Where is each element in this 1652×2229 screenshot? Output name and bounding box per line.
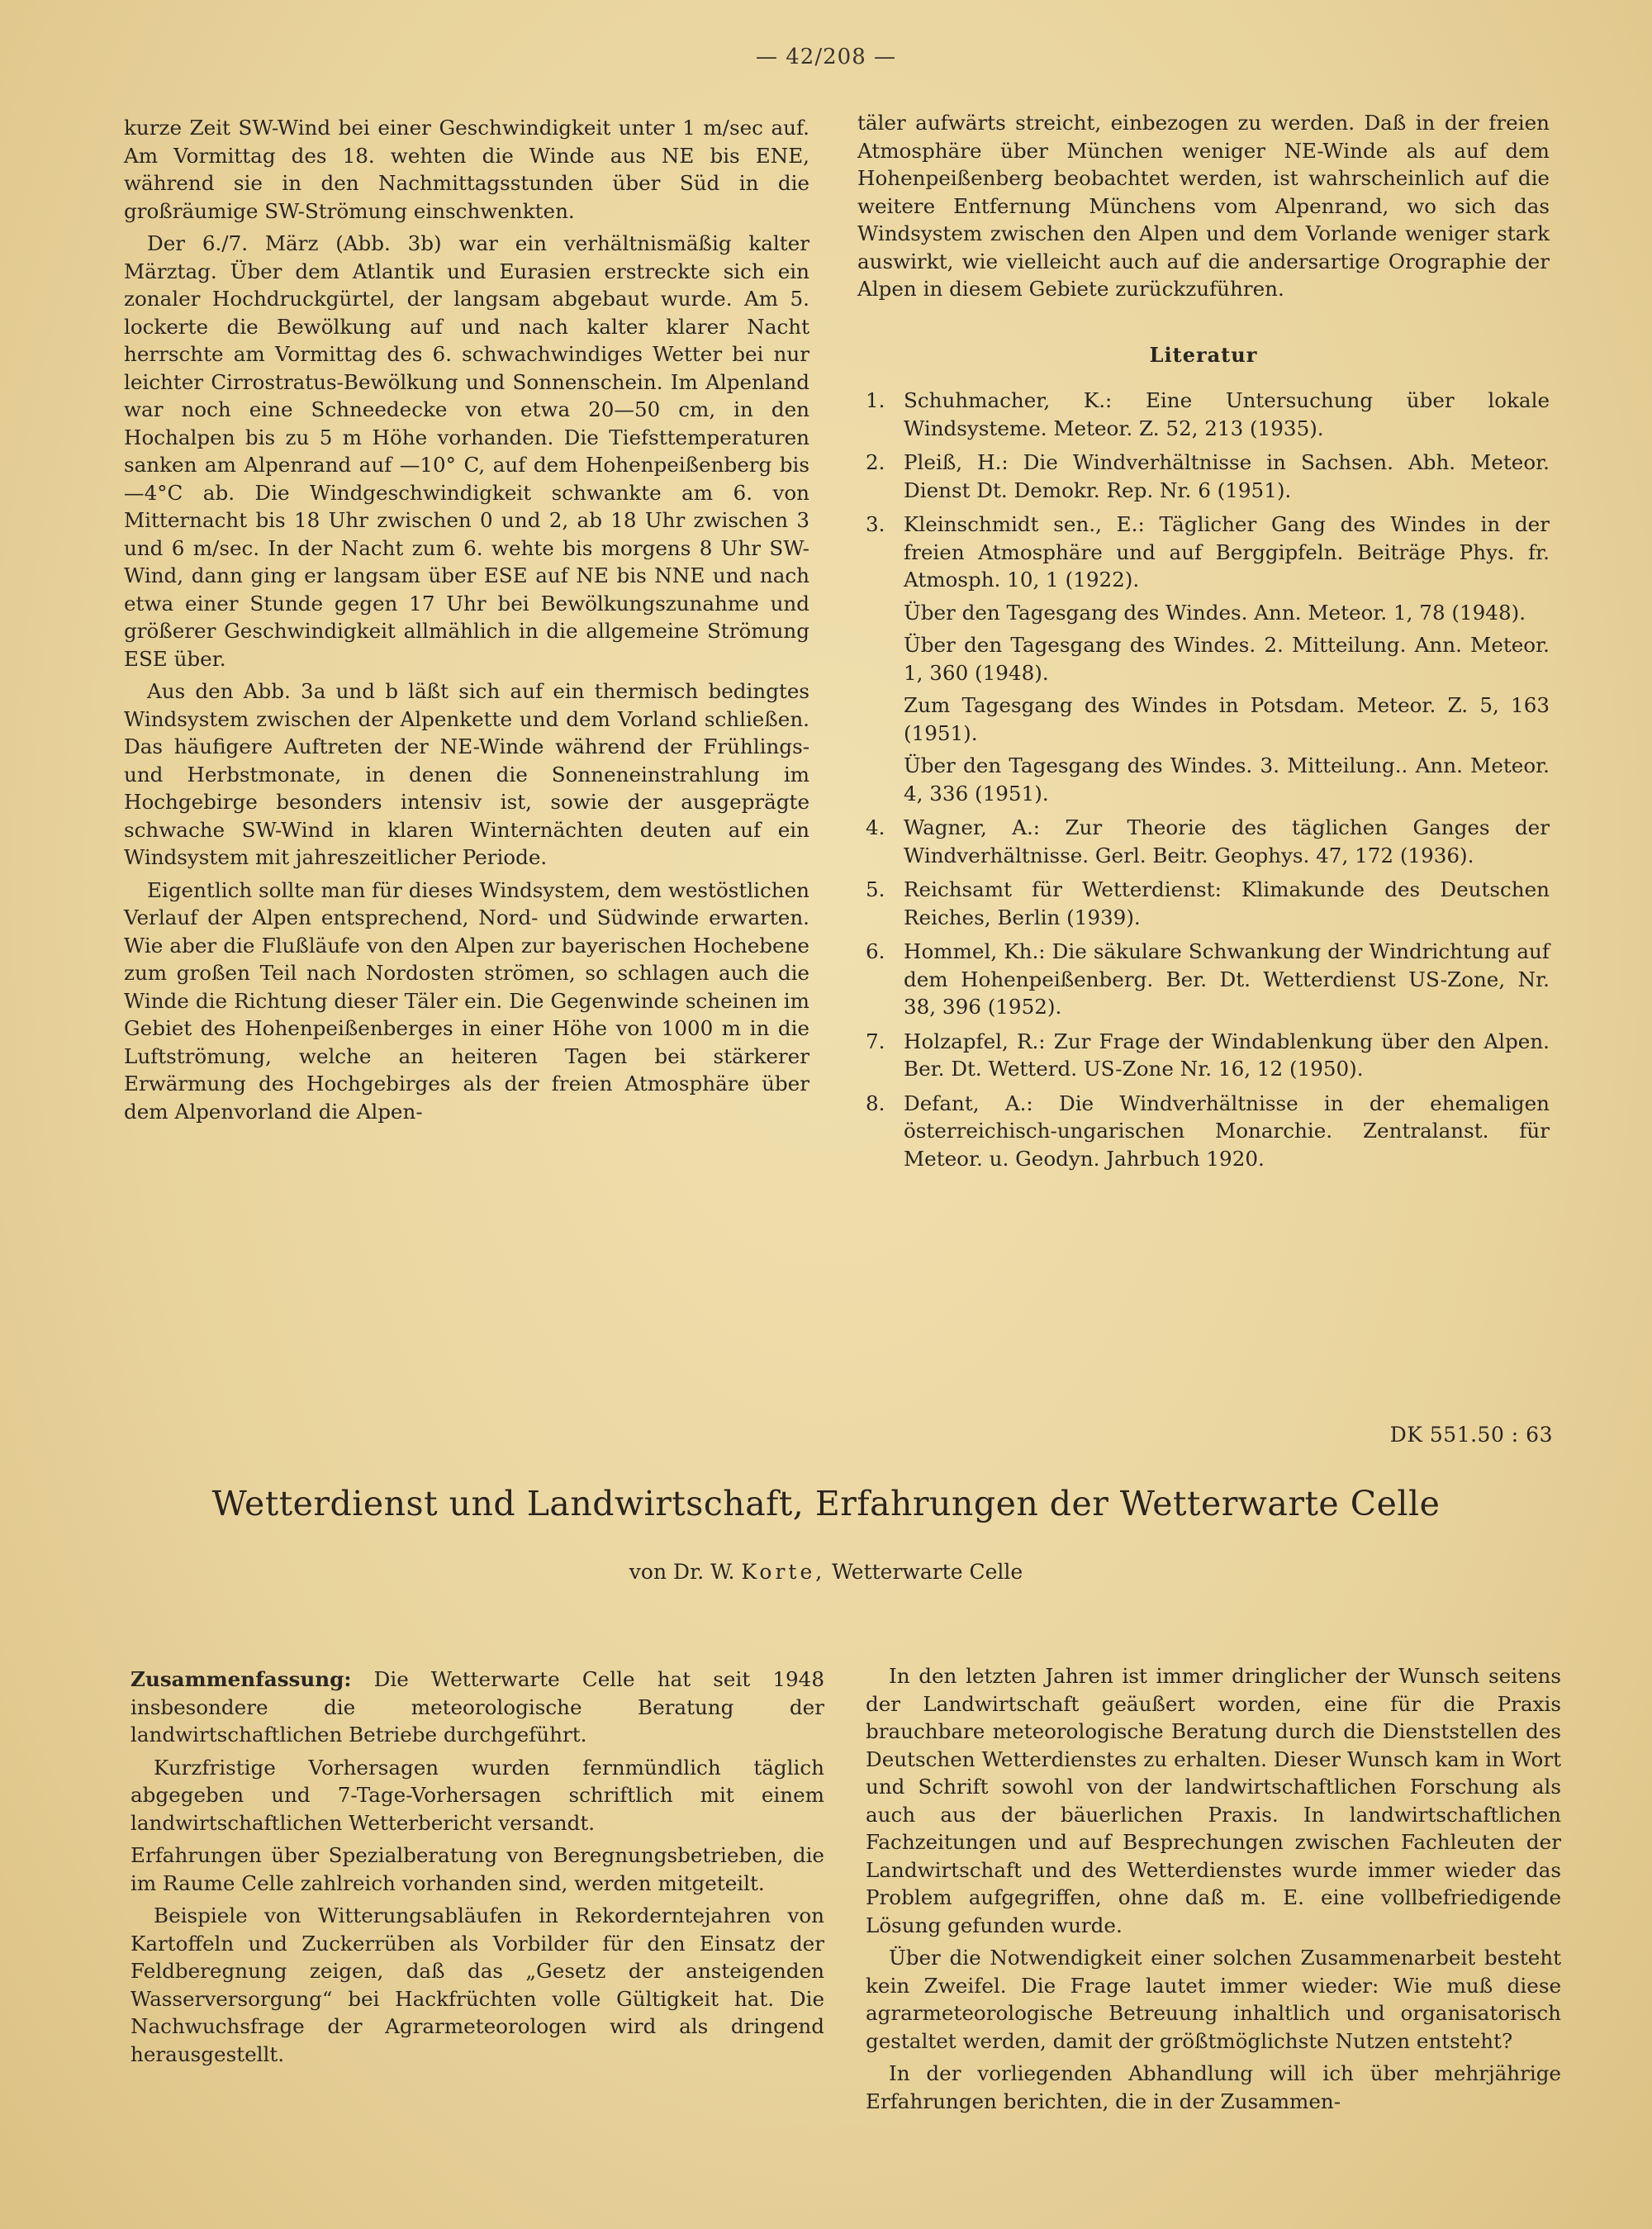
paragraph: In der vorliegenden Abhandlung will ich über mehrjährige Erfahrungen berichten, die in der Zusammen- — [866, 2061, 1561, 2113]
reference-number: 7. — [866, 1029, 885, 1053]
summary-paragraph — [131, 1666, 824, 1749]
byline-prefix: von Dr. W. — [629, 1560, 735, 1584]
reference-text: Pleiß, H.: Die Windverhältnisse in Sachsen. Abh. Meteor. Dienst Dt. Demokr. Rep. Nr. 6 (1951). — [904, 450, 1550, 502]
reference-item — [857, 1090, 1550, 1173]
article-title: Wetterdienst und Landwirtschaft, Erfahrungen der Wetterwarte Celle — [211, 1484, 1441, 1523]
reference-number: 8. — [866, 1091, 885, 1115]
reference-number: 1. — [866, 388, 885, 412]
summary-column — [131, 1666, 824, 2068]
paragraph: In den letzten Jahren ist immer dringlicher der Wunsch seitens der Landwirtschaft geäußert worden, eine für die Praxis brauchbare meteorologische Beratung durch die Dienststellen des Deutschen Wetterdienstes zu erhalten. Dieser Wunsch kam in Wort und Schrift sowohl von der landwirtschaftlichen Forschung als auch aus der bäuerlichen Praxis. In landwirtschaftlichen Fachzeitungen und auf Besprechungen zwischen Fachleuten der Landwirtschaft und des Wetterdienstes wurde immer wieder das Problem aufgegriffen, ohne daß m. E. eine vollbefriedigende Lösung gefunden wurde. — [866, 1664, 1561, 1937]
reference-item — [857, 511, 1550, 807]
paragraph: Erfahrungen über Spezialberatung von Beregnungsbetrieben, die im Raume Celle zahlreich vorhanden sind, werden mitgeteilt. — [131, 1843, 824, 1895]
paragraph: Kurzfristige Vorhersagen wurden fernmündlich täglich abgegeben und 7-Tage-Vorhersagen schriftlich mit einem landwirtschaftlichen Wetterbericht versandt. — [131, 1755, 824, 1835]
reference-number: 6. — [866, 939, 885, 963]
reference-number: 3. — [866, 512, 885, 536]
reference-list — [857, 387, 1550, 1172]
reference-item — [857, 814, 1550, 869]
reference-text: Reichsamt für Wetterdienst: Klimakunde des Deutschen Reiches, Berlin (1939). — [904, 877, 1550, 929]
right-column-continued-article — [857, 109, 1550, 1179]
paragraph: Aus den Abb. 3a und b läßt sich auf ein thermisch bedingtes Windsystem zwischen der Alpenkette und dem Vorland schließen. Das häufigere Auftreten der NE-Winde während der Frühlings- und Herbstmonate, in denen die Sonneneinstrahlung im Hochgebirge besonders intensiv ist, sowie der ausgeprägte schwache SW-Wind in klaren Winternächten deuten auf ein Windsystem mit jahreszeitlicher Periode. — [124, 679, 809, 869]
left-column-continued-article — [124, 114, 809, 1125]
reference-number: 4. — [866, 815, 885, 839]
reference-text: Über den Tagesgang des Windes. 3. Mitteilung.. Ann. Meteor. 4, 336 (1951). — [904, 753, 1550, 806]
reference-item — [857, 449, 1550, 504]
author-surname: Korte, — [741, 1560, 826, 1584]
dk-classification: DK 551.50 : 63 — [1389, 1423, 1553, 1447]
reference-text: Wagner, A.: Zur Theorie des täglichen Ganges der Windverhältnisse. Gerl. Beitr. Geophys. 47, 172 (1936). — [904, 815, 1550, 867]
literature-heading: Literatur — [1149, 342, 1258, 367]
byline — [0, 1560, 1652, 1584]
reference-text: Über den Tagesgang des Windes. Ann. Meteor. 1, 78 (1948). — [904, 600, 1526, 625]
reference-text: Holzapfel, R.: Zur Frage der Windablenkung über den Alpen. Ber. Dt. Wetterd. US-Zone Nr. 16, 12 (1950). — [904, 1029, 1550, 1081]
reference-text: Defant, A.: Die Windverhältnisse in der ehemaligen österreichisch-ungarischen Monarchie. Zentralanst. für Meteor. u. Geodyn. Jahrbuch 1920. — [904, 1091, 1550, 1171]
paragraph: Der 6./7. März (Abb. 3b) war ein verhältnismäßig kalter Märztag. Über dem Atlantik und Eurasien erstreckte sich ein zonaler Hochdruckgürtel, der langsam abgebaut wurde. Am 5. lockerte die Bewölkung auf und nach kalter klarer Nacht herrschte am Vormittag des 6. schwachwindiges Wetter bei nur leichter Cirrostratus-Bewölkung und Sonnenschein. Im Alpenland war noch eine Schneedecke von etwa 20—50 cm, in den Hochalpen bis zu 5 m Höhe vorhanden. Die Tiefsttemperaturen sanken am Alpenrand auf —10° C, auf dem Hohenpeißenberg bis —4°C ab. Die Windgeschwindigkeit schwankte am 6. von Mitternacht bis 18 Uhr zwischen 0 und 2, ab 18 Uhr zwischen 3 und 6 m/sec. In der Nacht zum 6. wehte bis morgens 8 Uhr SW-Wind, dann ging er langsam über ESE auf NE bis NNE und nach etwa einer Stunde gegen 17 Uhr bei Bewölkungszunahme und größerer Geschwindigkeit allmählich in die allgemeine Strömung ESE über. — [124, 231, 809, 671]
paragraph: täler aufwärts streicht, einbezogen zu werden. Daß in der freien Atmosphäre über München weniger NE-Winde als auf dem Hohenpeißenberg beobachtet werden, ist wahrscheinlich auf die weitere Entfernung Münchens vom Alpenrand, wo sich das Windsystem zwischen den Alpen und dem Vorlande weniger stark auswirkt, wie vielleicht auch auf die andersartige Orographie der Alpen in diesem Gebiete zurückzuführen. — [857, 111, 1550, 301]
reference-item — [857, 387, 1550, 442]
reference-item — [857, 938, 1550, 1021]
reference-text: Hommel, Kh.: Die säkulare Schwankung der Windrichtung auf dem Hohenpeißenberg. Ber. Dt. Wetterdienst US-Zone, Nr. 38, 396 (1952). — [904, 939, 1550, 1019]
summary-label: Zusammenfassung: — [131, 1667, 352, 1691]
paragraph: Eigentlich sollte man für dieses Windsystem, dem westöstlichen Verlauf der Alpen entsprechend, Nord- und Südwinde erwarten. Wie aber die Flußläufe von den Alpen zur bayerischen Hochebene zum großen Teil nach Nordosten strömen, so schlagen auch die Winde die Richtung dieser Täler ein. Die Gegenwinde scheinen im Gebiet des Hohenpeißenberges in einer Höhe von 1000 m in die Luftströmung, welche an heiteren Tagen bei stärkerer Erwärmung des Hochgebirges als der freien Atmosphäre über dem Alpenvorland die Alpen- — [124, 877, 809, 1124]
paragraph: Beispiele von Witterungsabläufen in Rekorderntejahren von Kartoffeln und Zuckerrüben als Vorbilder für den Einsatz der Feldberegnung zeigen, daß das „Gesetz der ansteigenden Wasserversorgung“ bei Hackfrüchten volle Gültigkeit hat. Die Nachwuchsfrage der Agrarmeteorologen wird als dringend herausgestellt. — [131, 1903, 824, 2066]
paragraph: Über die Notwendigkeit einer solchen Zusammenarbeit besteht kein Zweifel. Die Frage lautet immer wieder: Wie muß diese agrarmeteorologische Betreuung inhaltlich und organisatorisch gestaltet werden, damit der größtmöglichste Nutzen entsteht? — [866, 1946, 1561, 2053]
reference-text: Kleinschmidt sen., E.: Täglicher Gang des Windes in der freien Atmosphäre und auf Berggipfeln. Beiträge Phys. fr. Atmosph. 10, 1 (1922). — [904, 512, 1550, 592]
intro-column — [866, 1662, 1561, 2115]
reference-number: 2. — [866, 450, 885, 474]
reference-text: Zum Tagesgang des Windes in Potsdam. Meteor. Z. 5, 163 (1951). — [904, 693, 1550, 745]
reference-text: Über den Tagesgang des Windes. 2. Mitteilung. Ann. Meteor. 1, 360 (1948). — [904, 633, 1550, 685]
summary-text: Die Wetterwarte Celle hat seit 1948 insbesondere die meteorologische Beratung der landwirtschaftlichen Betriebe durchgeführt. — [131, 1667, 824, 1747]
reference-item — [857, 1028, 1550, 1083]
reference-item — [857, 876, 1550, 931]
paragraph: kurze Zeit SW-Wind bei einer Geschwindigkeit unter 1 m/sec auf. Am Vormittag des 18. wehten die Winde aus NE bis ENE, während sie in den Nachmittagsstunden über Süd in die großräumige SW-Strömung einschwenkten. — [124, 116, 809, 223]
author-affiliation: Wetterwarte Celle — [832, 1560, 1023, 1584]
reference-text: Schuhmacher, K.: Eine Untersuchung über lokale Windsysteme. Meteor. Z. 52, 213 (1935). — [904, 388, 1550, 440]
page-number: — 42/208 — — [756, 45, 896, 69]
reference-number: 5. — [866, 877, 885, 901]
